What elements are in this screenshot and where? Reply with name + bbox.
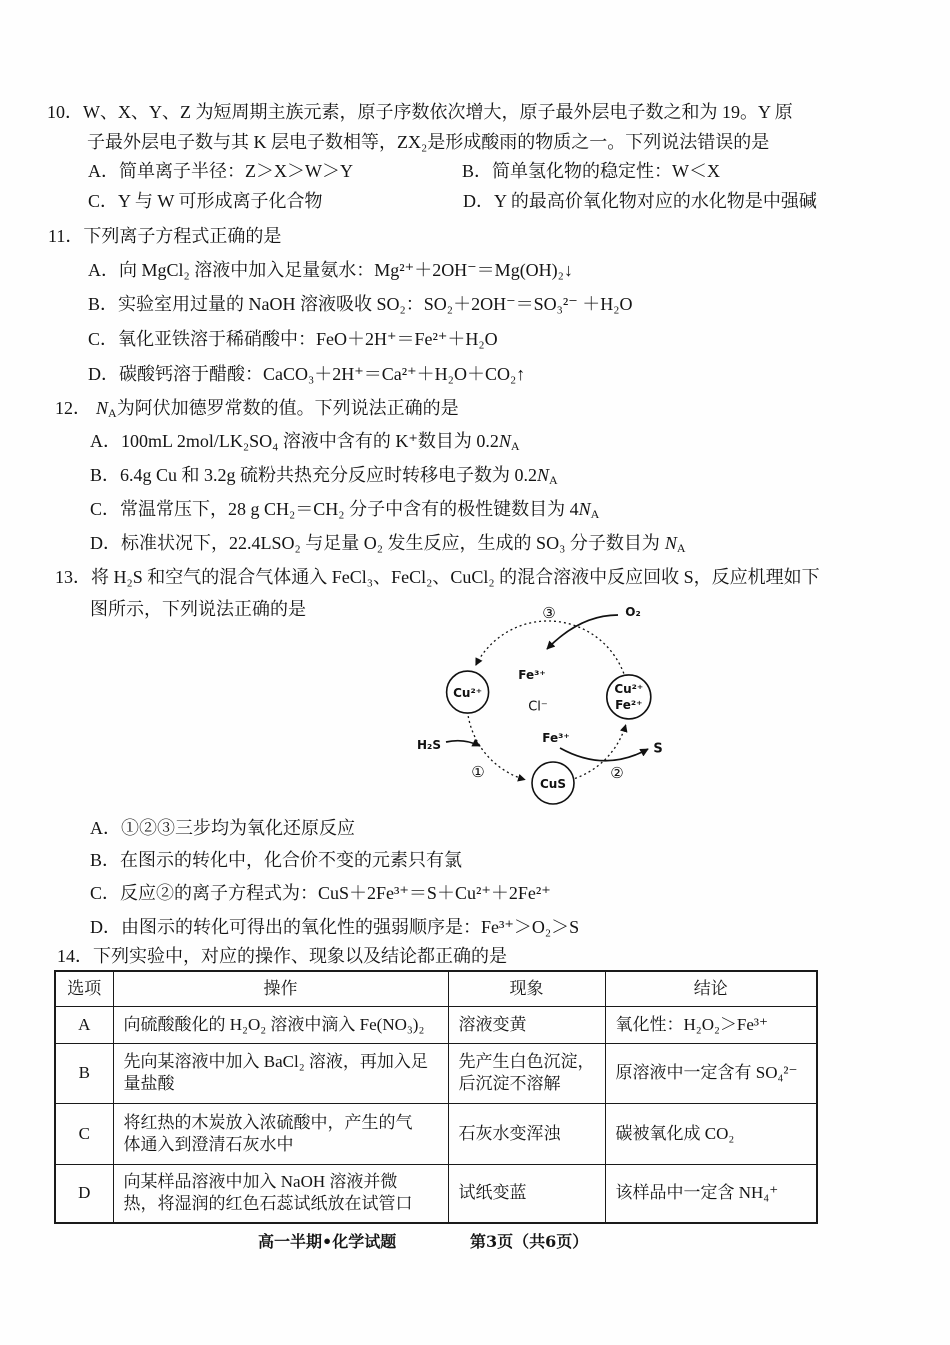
avogadro-symbol: N <box>537 465 550 485</box>
cell-conclusion <box>605 1043 817 1103</box>
avogadro-subscript: A <box>676 541 686 555</box>
q10-stem-text-1: W、X、Y、Z 为短周期主族元素，原子序数依次增大，原子最外层电子数之和为 19。Y 原 <box>83 102 793 122</box>
option-label: C． <box>88 191 119 211</box>
option-text: 简单离子半径：Z＞X＞W＞Y <box>119 161 353 181</box>
cell-option: B <box>55 1043 113 1103</box>
fe3-bottom-label: Fe³⁺ <box>542 731 570 745</box>
cell-line: 向某样品溶液中加入 NaOH 溶液并微 <box>123 1172 398 1192</box>
q10-option-a <box>88 161 353 181</box>
q13-option-c <box>90 883 551 903</box>
q12-option-d <box>90 533 686 558</box>
cell-operation <box>113 1006 448 1043</box>
q14-stem-text: 下列实验中，对应的操作、现象以及结论都正确的是 <box>93 946 507 966</box>
cell-line: 体通入到澄清石灰水中 <box>123 1134 294 1154</box>
cell-conclusion <box>605 1164 817 1223</box>
cell-conclusion <box>605 1006 817 1043</box>
option-text: 反应②的离子方程式为：CuS＋2Fe³⁺＝S＋Cu²⁺＋2Fe²⁺ <box>120 883 551 903</box>
option-label: A． <box>88 161 119 181</box>
o2-input-arrow <box>547 615 618 649</box>
option-text: ①②③三步均为氧化还原反应 <box>121 818 355 838</box>
cell-line: 该样品中一定含 NH₄⁺ <box>615 1183 779 1203</box>
header-phenomenon: 现象 <box>448 971 605 1006</box>
h2s-label: H₂S <box>417 738 441 752</box>
cell-option: A <box>55 1006 113 1043</box>
node-left-label: Cu²⁺ <box>453 686 483 700</box>
cell-conclusion <box>605 1103 817 1164</box>
option-text: 由图示的转化可得出的氧化性的强弱顺序是：Fe³⁺＞O₂＞S <box>121 917 580 937</box>
cell-phenomenon <box>448 1006 605 1043</box>
q14-stem <box>57 946 507 966</box>
h2s-input-arrow <box>446 741 480 746</box>
cl-label: Cl⁻ <box>528 699 548 715</box>
step-2-marker: ② <box>610 764 624 782</box>
cell-line: 原溶液中一定含有 SO₄²⁻ <box>615 1063 798 1082</box>
table-row <box>55 1006 817 1043</box>
q11-stem <box>48 226 281 246</box>
option-label: A． <box>88 260 119 280</box>
avogadro-subscript: A <box>108 406 117 420</box>
node-right-label-top: Cu²⁺ <box>614 682 644 696</box>
avogadro-subscript: A <box>549 473 558 487</box>
cell-line: 量盐酸 <box>123 1074 175 1093</box>
q11-number: 11． <box>48 226 84 246</box>
cell-line: 先产生白色沉淀， <box>458 1052 595 1071</box>
q13-stem-text-1: 将 H₂S 和空气的混合气体通入 FeCl₃、FeCl₂、CuCl₂ 的混合溶液中反应回收 S，反应机理如下 <box>91 567 820 587</box>
cell-line: 碳被氧化成 CO₂ <box>615 1123 735 1143</box>
option-label: C． <box>90 883 121 903</box>
option-label: B． <box>90 465 121 485</box>
option-label: A． <box>90 431 121 451</box>
option-label: D． <box>88 364 119 384</box>
q11-option-c <box>88 329 498 349</box>
option-label: B． <box>462 161 493 181</box>
avogadro-symbol: N <box>498 431 511 451</box>
option-label: D． <box>90 917 121 937</box>
q10-number: 10． <box>47 102 83 122</box>
table-row <box>55 1164 817 1223</box>
header-option: 选项 <box>55 971 113 1006</box>
cell-operation <box>113 1043 448 1103</box>
experiment-table <box>54 970 818 1224</box>
cell-line: 将红热的木炭放入浓硫酸中，产生的气 <box>123 1112 413 1132</box>
q11-option-d <box>88 364 525 384</box>
option-text: 碳酸钙溶于醋酸：CaCO₃＋2H⁺＝Ca²⁺＋H₂O＋CO₂↑ <box>119 364 526 384</box>
avogadro-symbol: N <box>96 398 109 418</box>
o2-label: O₂ <box>625 605 641 619</box>
q13-stem-line-2: 图所示，下列说法正确的是 <box>90 599 306 619</box>
cell-line: 先向某溶液中加入 BaCl₂ 溶液，再加入足 <box>123 1052 428 1071</box>
node-right-label-bottom: Fe²⁺ <box>615 698 643 712</box>
header-conclusion: 结论 <box>605 971 817 1006</box>
cell-option: D <box>55 1164 113 1223</box>
q11-option-a <box>88 260 573 280</box>
avogadro-subscript: A <box>510 439 520 453</box>
cell-line: 后沉淀不溶解 <box>458 1074 561 1093</box>
q12-stem-text: 为阿伏加德罗常数的值。下列说法正确的是 <box>116 398 459 418</box>
option-label: B． <box>90 850 121 870</box>
cell-line: 氧化性：H₂O₂＞Fe³⁺ <box>615 1014 768 1034</box>
cell-line: 石灰水变浑浊 <box>458 1123 561 1143</box>
fe3-top-label: Fe³⁺ <box>518 668 546 682</box>
option-text: 向 MgCl₂ 溶液中加入足量氨水：Mg²⁺＋2OH⁻＝Mg(OH)₂↓ <box>119 260 573 280</box>
q13-stem-line-1 <box>55 567 820 587</box>
cell-operation <box>113 1103 448 1164</box>
q13-option-a <box>90 818 355 838</box>
node-bottom-label: CuS <box>540 777 566 791</box>
q12-option-b <box>90 465 558 490</box>
cell-option: C <box>55 1103 113 1164</box>
avogadro-symbol: N <box>664 533 677 553</box>
q11-option-b <box>88 294 633 314</box>
table-row <box>55 1103 817 1164</box>
option-text: Y 的最高价氧化物对应的水化物是中强碱 <box>494 191 817 211</box>
option-text: 在图示的转化中，化合价不变的元素只有氯 <box>120 850 463 870</box>
q13-option-d <box>90 917 579 937</box>
option-label: C． <box>90 499 121 519</box>
cell-phenomenon <box>448 1164 605 1223</box>
cell-phenomenon <box>448 1043 605 1103</box>
option-text: 100mL 2mol/LK₂SO₄ 溶液中含有的 K⁺数目为 0.2 <box>121 431 499 451</box>
cell-line: 试纸变蓝 <box>458 1183 527 1203</box>
footer-title: 高一半期•化学试题 <box>258 1232 397 1251</box>
option-text: 6.4g Cu 和 3.2g 硫粉共热充分反应时转移电子数为 0.2 <box>120 465 538 485</box>
q14-number: 14． <box>57 946 93 966</box>
avogadro-subscript: A <box>590 507 600 521</box>
q11-stem-text: 下列离子方程式正确的是 <box>83 226 282 246</box>
step-3-marker: ③ <box>542 604 556 622</box>
table-header-row <box>55 971 817 1006</box>
option-label: D． <box>90 533 121 553</box>
step-1-marker: ① <box>471 763 485 781</box>
q10-stem-line-2: 子最外层电子数与其 K 层电子数相等，ZX₂是形成酸雨的物质之一。下列说法错误的是 <box>87 132 770 152</box>
option-text: 标准状况下，22.4LSO₂ 与足量 O₂ 发生反应，生成的 SO₃ 分子数目为 <box>121 533 660 553</box>
option-label: B． <box>88 294 119 314</box>
cell-line: 向硫酸酸化的 H₂O₂ 溶液中滴入 Fe(NO₃)₂ <box>123 1014 425 1034</box>
q13-option-b <box>90 850 462 870</box>
header-operation: 操作 <box>113 971 448 1006</box>
q10-option-b <box>462 161 720 181</box>
q10-option-c <box>88 191 323 211</box>
avogadro-symbol: N <box>578 499 591 519</box>
cell-line: 热，将湿润的红色石蕊试纸放在试管口 <box>123 1194 413 1214</box>
q12-option-c <box>90 499 599 524</box>
q12-option-a <box>90 431 520 456</box>
cell-line: 溶液变黄 <box>458 1014 527 1034</box>
table-row <box>55 1043 817 1103</box>
q12-stem <box>55 398 459 423</box>
option-text: 简单氢化物的稳定性：W＜X <box>492 161 721 181</box>
q10-stem-line-1 <box>47 102 793 122</box>
option-text: 常温常压下，28 g CH₂＝CH₂ 分子中含有的极性键数目为 4 <box>120 499 579 519</box>
cell-phenomenon <box>448 1103 605 1164</box>
s-output-arrow <box>560 748 648 761</box>
option-text: 实验室用过量的 NaOH 溶液吸收 SO₂：SO₂＋2OH⁻＝SO₃²⁻ ＋H₂O <box>118 294 633 314</box>
footer-page-number: 第3页（共6页） <box>470 1232 589 1251</box>
q13-number: 13． <box>55 567 91 587</box>
q10-option-d <box>463 191 817 211</box>
option-label: D． <box>463 191 494 211</box>
option-label: C． <box>88 329 119 349</box>
cell-operation <box>113 1164 448 1223</box>
s-label: S <box>653 741 663 757</box>
option-text: 氧化亚铁溶于稀硝酸中：FeO＋2H⁺＝Fe²⁺＋H₂O <box>118 329 498 349</box>
option-label: A． <box>90 818 121 838</box>
option-text: Y 与 W 可形成离子化合物 <box>118 191 323 211</box>
reaction-mechanism-diagram <box>400 595 680 810</box>
q12-number: 12． <box>55 398 91 418</box>
